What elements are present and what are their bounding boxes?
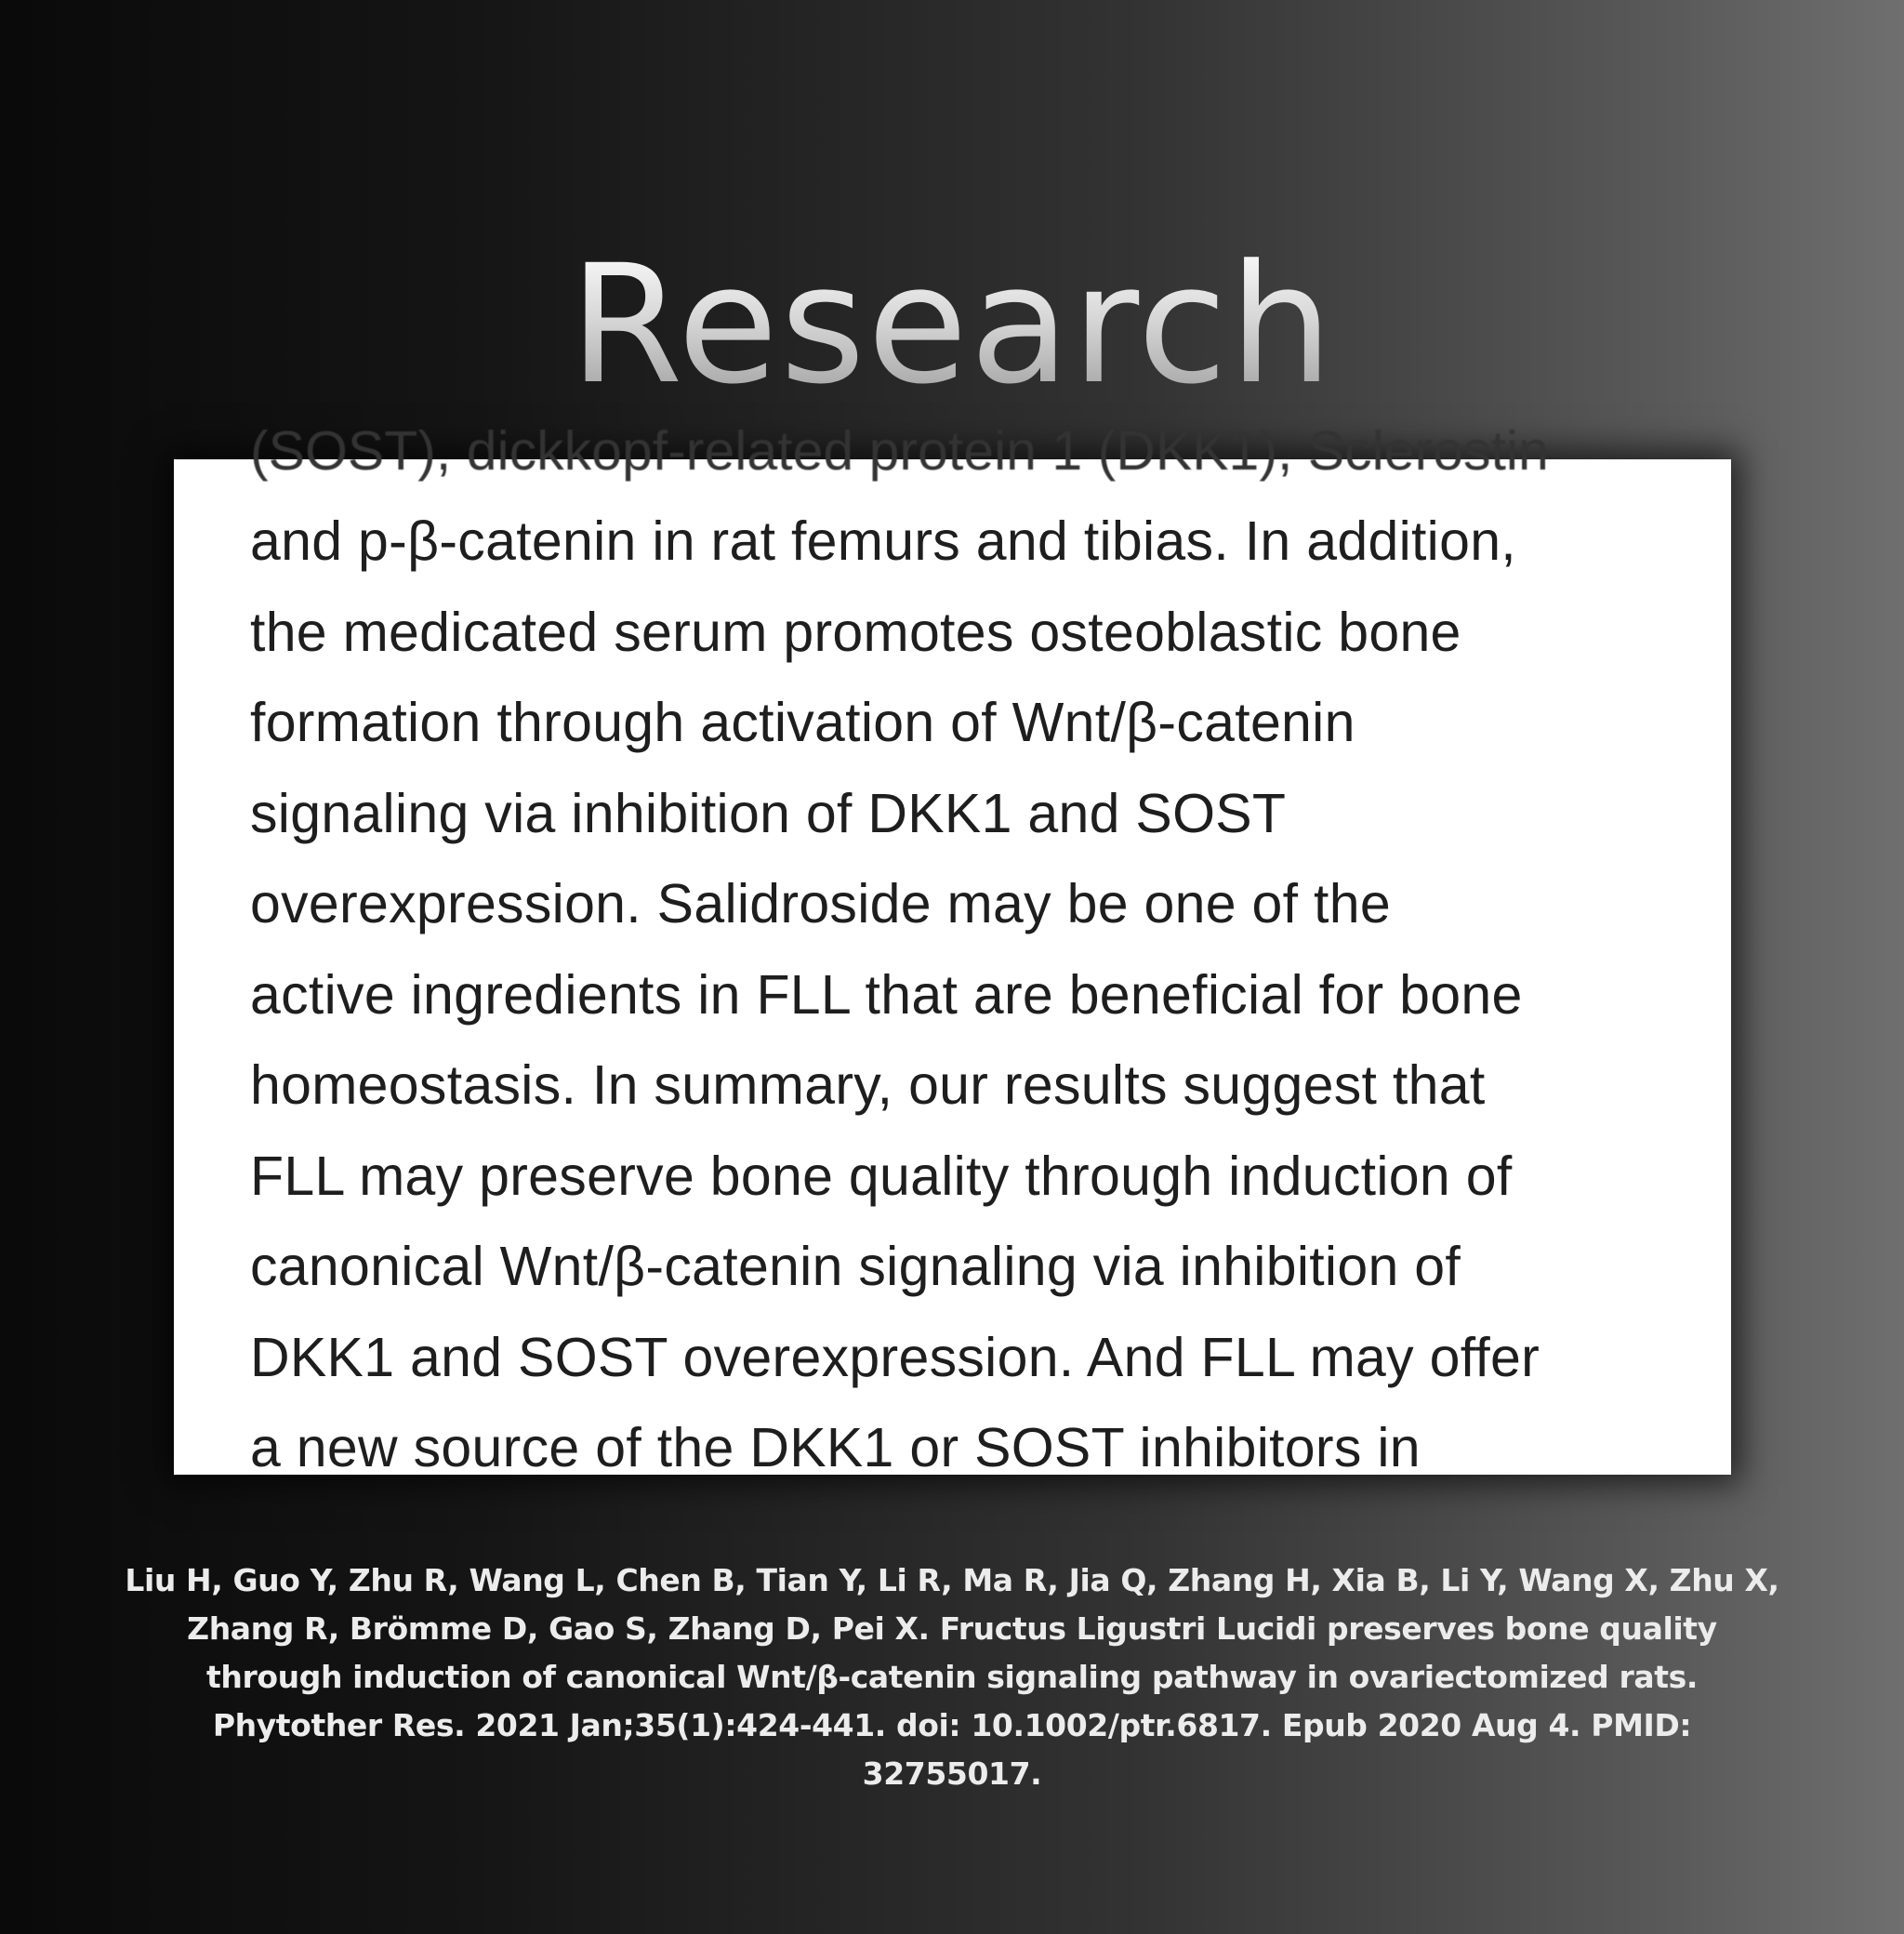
excerpt-line: active ingredients in FLL that are beneficial for bone	[250, 963, 1523, 1026]
excerpt-line: signaling via inhibition of DKK1 and SOST	[250, 782, 1287, 844]
excerpt-line: the medicated serum promotes osteoblastic bone	[250, 601, 1461, 663]
excerpt-cut-off-line: (SOST), dickkopf-related protein 1 (DKK1), Sclerostin	[250, 420, 1549, 482]
page-title: Research	[0, 237, 1904, 414]
excerpt-line: a new source of the DKK1 or SOST inhibitors in	[250, 1417, 1421, 1478]
excerpt-line: overexpression. Salidroside may be one of the	[250, 873, 1391, 934]
excerpt-line: FLL may preserve bone quality through induction of	[250, 1145, 1513, 1207]
paper-excerpt-card	[174, 420, 1731, 1478]
excerpt-line: canonical Wnt/β-catenin signaling via inhibition of	[250, 1236, 1461, 1297]
excerpt-line: homeostasis. In summary, our results suggest that	[250, 1054, 1486, 1116]
excerpt-line: DKK1 and SOST overexpression. And FLL may offer	[250, 1326, 1540, 1388]
excerpt-line: formation through activation of Wnt/β-catenin	[250, 692, 1355, 753]
excerpt-line: and p-β-catenin in rat femurs and tibias. In addition,	[250, 510, 1516, 572]
excerpt-text	[250, 497, 1540, 1494]
citation: Liu H, Guo Y, Zhu R, Wang L, Chen B, Tian Y, Li R, Ma R, Jia Q, Zhang H, Xia B, Li Y, Wang X, Zhu X, Zhang R, Brömme D, Gao S, Zhang D, Pei X. Fructus Ligustri Lucidi preserves bone quality through induction of canonical Wnt/β-catenin signaling pathway in ovariectomized rats. Phytother Res. 2021 Jan;35(1):424-441. doi: 10.1002/ptr.6817. Epub 2020 Aug 4. PMID: 32755017.	[125, 1562, 1779, 1792]
